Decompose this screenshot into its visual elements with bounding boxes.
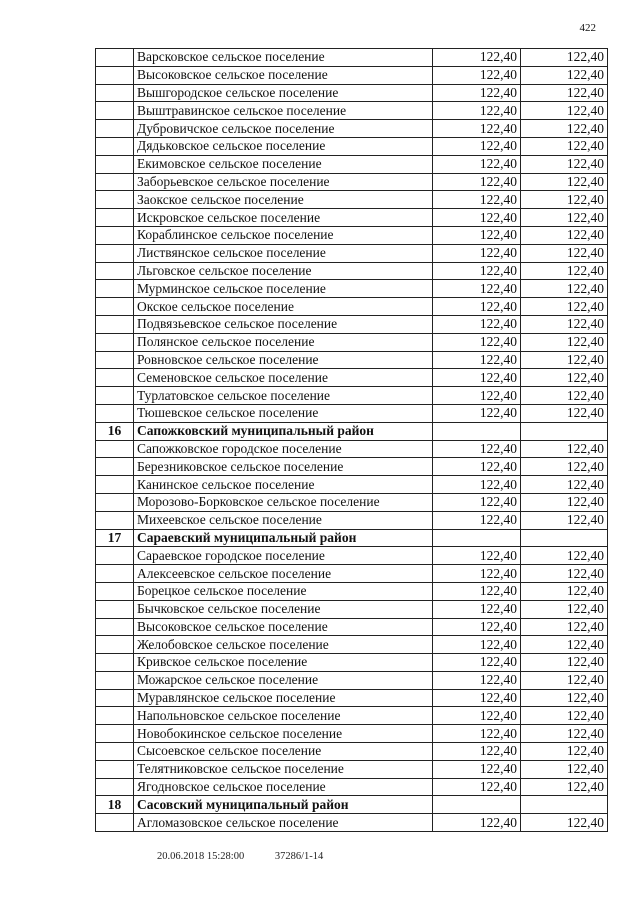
settlement-name: Сысоевское сельское поселение — [134, 743, 433, 761]
row-number — [96, 280, 134, 298]
value-2: 122,40 — [521, 600, 608, 618]
settlement-row — [96, 814, 608, 832]
value-1: 122,40 — [433, 458, 521, 476]
value-1: 122,40 — [433, 440, 521, 458]
row-number — [96, 226, 134, 244]
value-1: 122,40 — [433, 137, 521, 155]
value-2: 122,40 — [521, 244, 608, 262]
value-1: 122,40 — [433, 814, 521, 832]
value-2 — [521, 796, 608, 814]
value-1: 122,40 — [433, 493, 521, 511]
value-1: 122,40 — [433, 671, 521, 689]
value-1: 122,40 — [433, 582, 521, 600]
row-number — [96, 725, 134, 743]
settlement-name: Заборьевское сельское поселение — [134, 173, 433, 191]
settlement-name: Муравлянское сельское поселение — [134, 689, 433, 707]
settlement-row — [96, 725, 608, 743]
settlement-name: Борецкое сельское поселение — [134, 582, 433, 600]
value-1: 122,40 — [433, 707, 521, 725]
settlement-name: Михеевское сельское поселение — [134, 511, 433, 529]
row-number — [96, 404, 134, 422]
value-2: 122,40 — [521, 689, 608, 707]
value-2: 122,40 — [521, 351, 608, 369]
row-number — [96, 511, 134, 529]
settlement-name: Мурминское сельское поселение — [134, 280, 433, 298]
value-2: 122,40 — [521, 333, 608, 351]
row-number — [96, 440, 134, 458]
settlement-row — [96, 440, 608, 458]
settlement-name: Высоковское сельское поселение — [134, 618, 433, 636]
value-1 — [433, 529, 521, 547]
settlement-row — [96, 511, 608, 529]
value-2: 122,40 — [521, 404, 608, 422]
settlement-name: Телятниковское сельское поселение — [134, 760, 433, 778]
value-1: 122,40 — [433, 369, 521, 387]
value-2: 122,40 — [521, 725, 608, 743]
settlement-row — [96, 671, 608, 689]
settlement-name: Напольновское сельское поселение — [134, 707, 433, 725]
value-1: 122,40 — [433, 618, 521, 636]
row-number — [96, 120, 134, 138]
value-1: 122,40 — [433, 689, 521, 707]
settlement-row — [96, 155, 608, 173]
settlement-row — [96, 120, 608, 138]
value-2: 122,40 — [521, 49, 608, 67]
settlement-row — [96, 351, 608, 369]
value-1: 122,40 — [433, 298, 521, 316]
value-1: 122,40 — [433, 244, 521, 262]
tariff-table — [95, 48, 608, 832]
settlement-row — [96, 369, 608, 387]
settlement-row — [96, 618, 608, 636]
value-1: 122,40 — [433, 49, 521, 67]
settlement-row — [96, 565, 608, 583]
value-2: 122,40 — [521, 84, 608, 102]
settlement-row — [96, 49, 608, 67]
value-1: 122,40 — [433, 351, 521, 369]
value-2: 122,40 — [521, 476, 608, 494]
row-number — [96, 315, 134, 333]
row-number — [96, 707, 134, 725]
settlement-row — [96, 493, 608, 511]
value-1: 122,40 — [433, 404, 521, 422]
row-number — [96, 493, 134, 511]
value-1: 122,40 — [433, 654, 521, 672]
row-number — [96, 262, 134, 280]
settlement-row — [96, 298, 608, 316]
row-number: 16 — [96, 422, 134, 440]
value-2: 122,40 — [521, 209, 608, 227]
value-2: 122,40 — [521, 814, 608, 832]
value-1: 122,40 — [433, 66, 521, 84]
footer-timestamp: 20.06.2018 15:28:00 — [157, 851, 245, 862]
district-name: Сараевский муниципальный район — [134, 529, 433, 547]
row-number: 17 — [96, 529, 134, 547]
settlement-row — [96, 191, 608, 209]
row-number — [96, 49, 134, 67]
settlement-row — [96, 226, 608, 244]
value-2: 122,40 — [521, 155, 608, 173]
settlement-name: Новобокинское сельское поселение — [134, 725, 433, 743]
row-number — [96, 814, 134, 832]
row-number — [96, 476, 134, 494]
value-1: 122,40 — [433, 262, 521, 280]
value-2: 122,40 — [521, 565, 608, 583]
footer-doc-id: 37286/1-14 — [274, 851, 324, 862]
row-number — [96, 298, 134, 316]
value-1: 122,40 — [433, 333, 521, 351]
value-2: 122,40 — [521, 66, 608, 84]
value-1: 122,40 — [433, 565, 521, 583]
value-1: 122,40 — [433, 155, 521, 173]
row-number — [96, 458, 134, 476]
row-number — [96, 743, 134, 761]
value-1: 122,40 — [433, 760, 521, 778]
row-number — [96, 209, 134, 227]
settlement-name: Искровское сельское поселение — [134, 209, 433, 227]
settlement-row — [96, 476, 608, 494]
value-1: 122,40 — [433, 315, 521, 333]
settlement-name: Полянское сельское поселение — [134, 333, 433, 351]
value-1 — [433, 796, 521, 814]
row-number — [96, 600, 134, 618]
value-2: 122,40 — [521, 226, 608, 244]
settlement-name: Вышгородское сельское поселение — [134, 84, 433, 102]
settlement-name: Высоковское сельское поселение — [134, 66, 433, 84]
settlement-name: Сараевское городское поселение — [134, 547, 433, 565]
settlement-row — [96, 404, 608, 422]
value-2: 122,40 — [521, 618, 608, 636]
settlement-row — [96, 173, 608, 191]
settlement-name: Льговское сельское поселение — [134, 262, 433, 280]
value-2: 122,40 — [521, 315, 608, 333]
settlement-row — [96, 743, 608, 761]
value-1: 122,40 — [433, 209, 521, 227]
value-2: 122,40 — [521, 102, 608, 120]
settlement-name: Кораблинское сельское поселение — [134, 226, 433, 244]
row-number — [96, 565, 134, 583]
settlement-name: Сапожковское городское поселение — [134, 440, 433, 458]
row-number — [96, 66, 134, 84]
settlement-name: Агломазовское сельское поселение — [134, 814, 433, 832]
page-footer — [157, 851, 323, 862]
value-2: 122,40 — [521, 760, 608, 778]
settlement-row — [96, 636, 608, 654]
settlement-row — [96, 137, 608, 155]
row-number — [96, 351, 134, 369]
settlement-row — [96, 102, 608, 120]
value-2: 122,40 — [521, 654, 608, 672]
value-1: 122,40 — [433, 191, 521, 209]
value-1: 122,40 — [433, 84, 521, 102]
row-number — [96, 369, 134, 387]
settlement-name: Кривское сельское поселение — [134, 654, 433, 672]
value-2: 122,40 — [521, 137, 608, 155]
settlement-name: Дубровичское сельское поселение — [134, 120, 433, 138]
row-number — [96, 102, 134, 120]
value-2: 122,40 — [521, 778, 608, 796]
row-number: 18 — [96, 796, 134, 814]
row-number — [96, 191, 134, 209]
row-number — [96, 671, 134, 689]
settlement-name: Алексеевское сельское поселение — [134, 565, 433, 583]
value-2 — [521, 422, 608, 440]
row-number — [96, 137, 134, 155]
value-1: 122,40 — [433, 120, 521, 138]
row-number — [96, 760, 134, 778]
district-name: Сапожковский муниципальный район — [134, 422, 433, 440]
value-1: 122,40 — [433, 725, 521, 743]
district-name: Сасовский муниципальный район — [134, 796, 433, 814]
settlement-row — [96, 315, 608, 333]
value-1: 122,40 — [433, 778, 521, 796]
district-row — [96, 529, 608, 547]
settlement-name: Канинское сельское поселение — [134, 476, 433, 494]
settlement-name: Листвянское сельское поселение — [134, 244, 433, 262]
value-1: 122,40 — [433, 547, 521, 565]
value-2: 122,40 — [521, 280, 608, 298]
row-number — [96, 547, 134, 565]
value-2 — [521, 529, 608, 547]
settlement-name: Семеновское сельское поселение — [134, 369, 433, 387]
value-2: 122,40 — [521, 440, 608, 458]
settlement-name: Окское сельское поселение — [134, 298, 433, 316]
value-1: 122,40 — [433, 102, 521, 120]
row-number — [96, 618, 134, 636]
page-number: 422 — [579, 22, 596, 34]
value-2: 122,40 — [521, 743, 608, 761]
settlement-row — [96, 333, 608, 351]
settlement-row — [96, 458, 608, 476]
value-1: 122,40 — [433, 387, 521, 405]
settlement-row — [96, 582, 608, 600]
settlement-row — [96, 66, 608, 84]
settlement-name: Подвязьевское сельское поселение — [134, 315, 433, 333]
value-2: 122,40 — [521, 636, 608, 654]
value-2: 122,40 — [521, 511, 608, 529]
settlement-name: Екимовское сельское поселение — [134, 155, 433, 173]
value-1 — [433, 422, 521, 440]
value-2: 122,40 — [521, 582, 608, 600]
row-number — [96, 173, 134, 191]
settlement-row — [96, 547, 608, 565]
settlement-name: Березниковское сельское поселение — [134, 458, 433, 476]
row-number — [96, 155, 134, 173]
value-2: 122,40 — [521, 458, 608, 476]
settlement-row — [96, 262, 608, 280]
value-2: 122,40 — [521, 493, 608, 511]
settlement-name: Заокское сельское поселение — [134, 191, 433, 209]
settlement-row — [96, 209, 608, 227]
settlement-row — [96, 280, 608, 298]
value-2: 122,40 — [521, 671, 608, 689]
row-number — [96, 387, 134, 405]
value-2: 122,40 — [521, 707, 608, 725]
settlement-name: Морозово-Борковское сельское поселение — [134, 493, 433, 511]
value-1: 122,40 — [433, 636, 521, 654]
settlement-name: Варсковское сельское поселение — [134, 49, 433, 67]
row-number — [96, 654, 134, 672]
value-2: 122,40 — [521, 369, 608, 387]
settlement-name: Желобовское сельское поселение — [134, 636, 433, 654]
row-number — [96, 333, 134, 351]
row-number — [96, 244, 134, 262]
row-number — [96, 778, 134, 796]
value-2: 122,40 — [521, 298, 608, 316]
district-row — [96, 796, 608, 814]
value-2: 122,40 — [521, 191, 608, 209]
settlement-name: Турлатовское сельское поселение — [134, 387, 433, 405]
settlement-row — [96, 600, 608, 618]
value-2: 122,40 — [521, 120, 608, 138]
value-2: 122,40 — [521, 547, 608, 565]
value-1: 122,40 — [433, 476, 521, 494]
settlement-row — [96, 707, 608, 725]
value-2: 122,40 — [521, 262, 608, 280]
settlement-row — [96, 689, 608, 707]
row-number — [96, 582, 134, 600]
settlement-row — [96, 84, 608, 102]
district-row — [96, 422, 608, 440]
table-body — [96, 49, 608, 832]
settlement-name: Ровновское сельское поселение — [134, 351, 433, 369]
value-1: 122,40 — [433, 600, 521, 618]
value-2: 122,40 — [521, 387, 608, 405]
value-2: 122,40 — [521, 173, 608, 191]
value-1: 122,40 — [433, 511, 521, 529]
settlement-row — [96, 244, 608, 262]
value-1: 122,40 — [433, 226, 521, 244]
settlement-name: Выштравинское сельское поселение — [134, 102, 433, 120]
settlement-name: Дядьковское сельское поселение — [134, 137, 433, 155]
settlement-row — [96, 387, 608, 405]
settlement-name: Бычковское сельское поселение — [134, 600, 433, 618]
row-number — [96, 636, 134, 654]
value-1: 122,40 — [433, 280, 521, 298]
row-number — [96, 84, 134, 102]
settlement-row — [96, 654, 608, 672]
value-1: 122,40 — [433, 173, 521, 191]
settlement-name: Ягодновское сельское поселение — [134, 778, 433, 796]
settlement-row — [96, 778, 608, 796]
settlement-name: Тюшевское сельское поселение — [134, 404, 433, 422]
settlement-name: Можарское сельское поселение — [134, 671, 433, 689]
value-1: 122,40 — [433, 743, 521, 761]
settlement-row — [96, 760, 608, 778]
row-number — [96, 689, 134, 707]
